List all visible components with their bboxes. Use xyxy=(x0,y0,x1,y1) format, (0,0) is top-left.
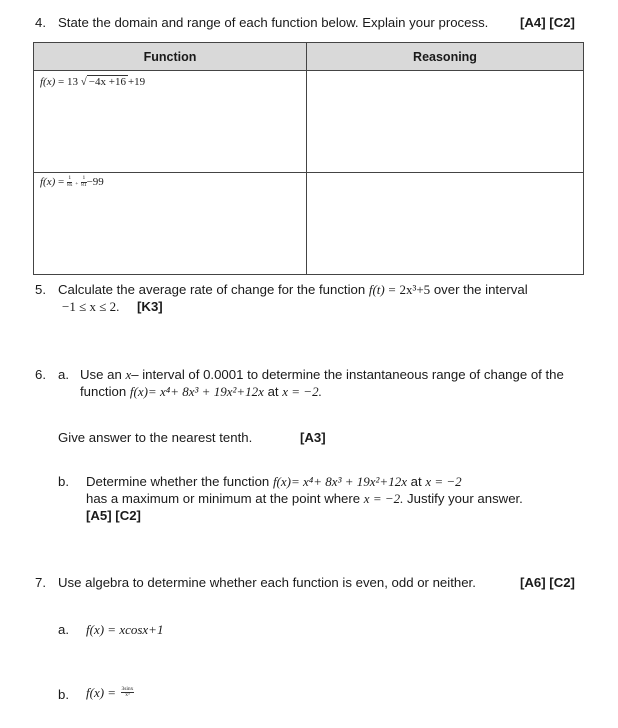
q6b-line1: Determine whether the function f(x)= x⁴+ 8x³ + 19x²+12x at x = −2 xyxy=(86,474,462,489)
function-2: f(x) = $\frac{1}{8x}$ + $\frac{1}{81}$ −99 xyxy=(40,175,104,188)
q4-marks: [A4] [C2] xyxy=(520,15,575,30)
radicand: −4x +16 xyxy=(88,76,126,88)
table-header-reasoning: Reasoning xyxy=(307,43,584,71)
q7a-expr: f(x) = xcosx+1 xyxy=(86,622,164,637)
q6-number: 6. xyxy=(35,367,46,382)
q5-line2: −1 ≤ x ≤ 2. [K3] xyxy=(62,299,163,314)
q4-number: 4. xyxy=(35,15,46,30)
function-cell-1 xyxy=(34,71,307,173)
q6b-label: b. xyxy=(58,474,69,489)
q6a-nearest: Give answer to the nearest tenth. xyxy=(58,430,253,445)
fraction-1: $\frac{1}{8x}$ xyxy=(66,175,73,188)
q5-number: 5. xyxy=(35,282,46,297)
q5-line1: Calculate the average rate of change for the function f(t) = 2x³+5 over the interval xyxy=(58,282,528,297)
fraction-q7b: $\frac{3\sin x}{\text{x³}}$ xyxy=(121,685,134,699)
reasoning-cell-1[interactable] xyxy=(307,71,584,173)
q7-marks: [A6] [C2] xyxy=(520,575,575,590)
function-cell-2 xyxy=(34,173,307,275)
table-header-function: Function xyxy=(34,43,307,71)
q6a-label: a. xyxy=(58,367,69,382)
table-row xyxy=(34,71,584,173)
q6a-marks: [A3] xyxy=(300,430,326,445)
q7b-label: b. xyxy=(58,687,69,702)
q7-text: Use algebra to determine whether each function is even, odd or neither. xyxy=(58,575,476,590)
reasoning-cell-2[interactable] xyxy=(307,173,584,275)
q7b-expr: f(x) = $\frac{3\sin x}{\text{x³}}$ xyxy=(86,685,134,700)
q6a-line1: Use an x– interval of 0.0001 to determine the instantaneous range of change of the xyxy=(80,367,564,382)
q7-number: 7. xyxy=(35,575,46,590)
q4-table xyxy=(33,42,584,275)
radical-sign: √ xyxy=(80,76,87,88)
q6a-line2: function f(x)= x⁴+ 8x³ + 19x²+12x at x = −2. xyxy=(80,384,322,399)
q7a-label: a. xyxy=(58,622,69,637)
q6b-marks: [A5] [C2] xyxy=(86,508,141,523)
fraction-2: $\frac{1}{81}$ xyxy=(81,175,87,188)
function-1: f(x) = 13 √ −4x +16 +19 xyxy=(40,76,146,88)
q6b-line2: has a maximum or minimum at the point where x = −2. Justify your answer. xyxy=(86,491,523,506)
q4-text: State the domain and range of each function below. Explain your process. xyxy=(58,15,489,30)
table-row xyxy=(34,173,584,275)
